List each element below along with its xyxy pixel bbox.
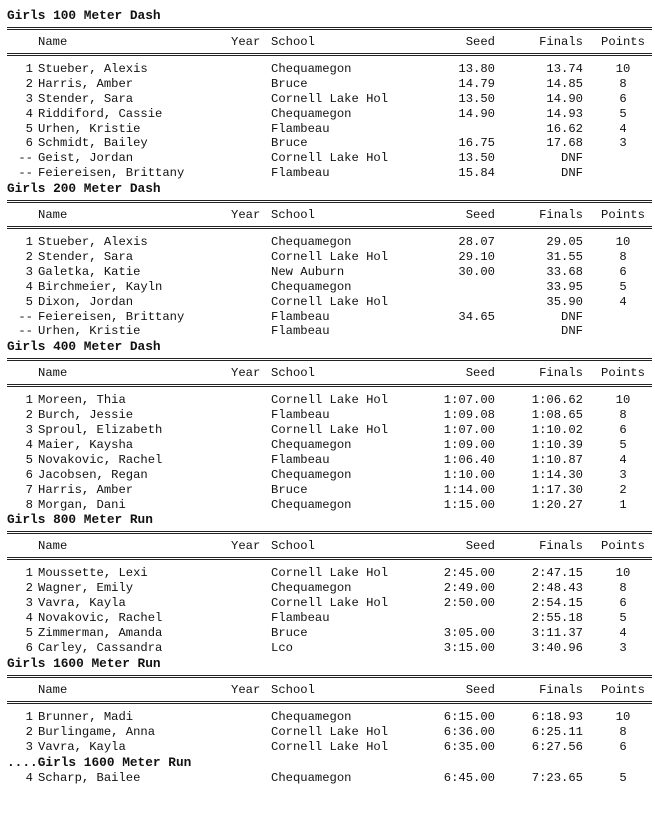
place-cell: 3 (25, 596, 33, 611)
header-school: School (271, 682, 315, 697)
seed-time-cell: 1:10.00 (443, 467, 495, 482)
finals-time-cell: 16.62 (546, 121, 583, 136)
header-finals: Finals (539, 539, 583, 554)
event-section (7, 339, 652, 512)
place-cell: 3 (25, 423, 33, 438)
athlete-name-cell: Geist, Jordan (38, 151, 134, 166)
finals-time-cell: 31.55 (546, 250, 583, 265)
points-cell: 8 (619, 581, 627, 596)
seed-time-cell: 6:35.00 (443, 739, 495, 754)
result-row (7, 408, 652, 423)
finals-time-cell: 14.93 (546, 106, 583, 121)
place-cell: -- (18, 166, 33, 181)
points-cell: 6 (619, 739, 627, 754)
seed-time-cell: 3:15.00 (443, 640, 495, 655)
event-title: Girls 100 Meter Dash (7, 8, 161, 23)
athlete-name-cell: Schmidt, Bailey (38, 136, 148, 151)
place-cell: 7 (25, 482, 33, 497)
school-cell: Cornell Lake Hol (271, 423, 389, 438)
points-cell: 10 (615, 393, 631, 408)
place-cell: 2 (25, 408, 33, 423)
header-school: School (271, 366, 315, 381)
header-finals: Finals (539, 682, 583, 697)
points-cell: 4 (619, 626, 627, 641)
athlete-name-cell: Burch, Jessie (38, 408, 134, 423)
school-cell: Cornell Lake Hol (271, 724, 389, 739)
result-row (7, 483, 652, 498)
header-year: Year (231, 208, 261, 223)
seed-time-cell: 2:50.00 (443, 596, 495, 611)
finals-time-cell: 1:06.62 (531, 393, 583, 408)
athlete-name-cell: Urhen, Kristie (38, 324, 141, 339)
athlete-name-cell: Feiereisen, Brittany (38, 309, 185, 324)
seed-time-cell: 6:45.00 (443, 770, 495, 785)
result-row (7, 235, 652, 250)
seed-time-cell: 2:49.00 (443, 581, 495, 596)
place-cell: 5 (25, 294, 33, 309)
school-cell: Flambeau (271, 121, 330, 136)
points-cell: 5 (619, 438, 627, 453)
points-cell: 4 (619, 452, 627, 467)
points-cell: 5 (619, 279, 627, 294)
place-cell: 2 (25, 250, 33, 265)
event-section (7, 512, 652, 655)
athlete-name-cell: Stueber, Alexis (38, 62, 148, 76)
points-cell: 10 (615, 62, 631, 76)
school-cell: Cornell Lake Hol (271, 250, 389, 265)
school-cell: Cornell Lake Hol (271, 566, 389, 581)
school-cell: Bruce (271, 136, 308, 151)
school-cell: Flambeau (271, 166, 330, 181)
place-cell: 2 (25, 724, 33, 739)
athlete-name-cell: Moreen, Thia (38, 393, 126, 408)
double-rule-divider (7, 675, 652, 678)
seed-time-cell: 2:45.00 (443, 566, 495, 581)
school-cell: Flambeau (271, 309, 330, 324)
finals-time-cell: 6:27.56 (531, 739, 583, 754)
points-cell: 2 (619, 482, 627, 497)
header-school: School (271, 208, 315, 223)
school-cell: Lco (271, 640, 293, 655)
seed-time-cell: 1:09.00 (443, 438, 495, 453)
place-cell: 5 (25, 626, 33, 641)
school-cell: Chequamegon (271, 581, 352, 596)
finals-time-cell: DNF (561, 166, 583, 181)
header-points: Points (601, 208, 645, 223)
points-cell: 3 (619, 467, 627, 482)
result-row (7, 710, 652, 725)
athlete-name-cell: Zimmerman, Amanda (38, 626, 163, 641)
header-school: School (271, 539, 315, 554)
result-row (7, 596, 652, 611)
place-cell: 6 (25, 136, 33, 151)
athlete-name-cell: Urhen, Kristie (38, 121, 141, 136)
points-cell: 8 (619, 408, 627, 423)
school-cell: Chequamegon (271, 438, 352, 453)
athlete-name-cell: Vavra, Kayla (38, 596, 126, 611)
place-cell: 1 (25, 393, 33, 408)
points-cell: 5 (619, 770, 627, 785)
double-rule-divider (7, 226, 652, 229)
finals-time-cell: DNF (561, 151, 583, 166)
athlete-name-cell: Vavra, Kayla (38, 739, 126, 754)
seed-time-cell: 13.50 (458, 151, 495, 166)
header-school: School (271, 35, 315, 49)
finals-time-cell: 14.85 (546, 76, 583, 91)
result-row (7, 310, 652, 325)
column-header-row (7, 365, 652, 381)
seed-time-cell: 34.65 (458, 309, 495, 324)
double-rule-divider (7, 557, 652, 560)
place-cell: 1 (25, 235, 33, 250)
finals-time-cell: DNF (561, 309, 583, 324)
double-rule-divider (7, 384, 652, 387)
place-cell: 4 (25, 770, 33, 785)
event-title: Girls 200 Meter Dash (7, 181, 161, 197)
athlete-name-cell: Carley, Cassandra (38, 640, 163, 655)
finals-time-cell: 1:10.02 (531, 423, 583, 438)
finals-time-cell: 1:10.39 (531, 438, 583, 453)
seed-time-cell: 1:15.00 (443, 497, 495, 512)
finals-time-cell: 14.90 (546, 91, 583, 106)
school-cell: Flambeau (271, 452, 330, 467)
athlete-name-cell: Stender, Sara (38, 91, 134, 106)
place-cell: 2 (25, 76, 33, 91)
place-cell: 2 (25, 581, 33, 596)
seed-time-cell: 29.10 (458, 250, 495, 265)
finals-time-cell: 2:55.18 (531, 611, 583, 626)
header-seed: Seed (465, 539, 495, 554)
result-row (7, 122, 652, 137)
result-row (7, 611, 652, 626)
place-cell: 6 (25, 640, 33, 655)
place-cell: 3 (25, 264, 33, 279)
result-row (7, 280, 652, 295)
seed-time-cell: 1:09.08 (443, 408, 495, 423)
header-year: Year (231, 539, 261, 554)
event-title: Girls 1600 Meter Run (7, 655, 161, 671)
result-row (7, 250, 652, 265)
result-row (7, 566, 652, 581)
event-title: Girls 400 Meter Dash (7, 339, 161, 355)
points-cell: 10 (615, 235, 631, 250)
header-year: Year (231, 682, 261, 697)
result-row (7, 453, 652, 468)
finals-time-cell: 6:25.11 (531, 724, 583, 739)
results-page (7, 8, 652, 785)
place-cell: 4 (25, 438, 33, 453)
double-rule-divider (7, 531, 652, 534)
seed-time-cell: 14.79 (458, 76, 495, 91)
finals-time-cell: 33.95 (546, 279, 583, 294)
school-cell: Cornell Lake Hol (271, 294, 389, 309)
seed-time-cell: 1:06.40 (443, 452, 495, 467)
finals-time-cell: 7:23.65 (531, 770, 583, 785)
result-row (7, 295, 652, 310)
finals-time-cell: 1:20.27 (531, 497, 583, 512)
result-row (7, 107, 652, 122)
event-section (7, 656, 652, 786)
points-cell: 8 (619, 76, 627, 91)
athlete-name-cell: Feiereisen, Brittany (38, 166, 185, 181)
header-seed: Seed (465, 208, 495, 223)
header-points: Points (601, 539, 645, 554)
result-row (7, 265, 652, 280)
result-row (7, 468, 652, 483)
seed-time-cell: 16.75 (458, 136, 495, 151)
athlete-name-cell: Novakovic, Rachel (38, 611, 163, 626)
athlete-name-cell: Moussette, Lexi (38, 566, 148, 581)
column-header-row (7, 682, 652, 698)
school-cell: Bruce (271, 482, 308, 497)
athlete-name-cell: Dixon, Jordan (38, 294, 134, 309)
points-cell: 6 (619, 264, 627, 279)
points-cell: 6 (619, 423, 627, 438)
athlete-name-cell: Galetka, Katie (38, 264, 141, 279)
school-cell: Cornell Lake Hol (271, 151, 389, 166)
event-title: Girls 800 Meter Run (7, 512, 153, 528)
seed-time-cell: 1:14.00 (443, 482, 495, 497)
column-header-row (7, 207, 652, 223)
school-cell: New Auburn (271, 264, 345, 279)
school-cell: Flambeau (271, 408, 330, 423)
finals-time-cell: 33.68 (546, 264, 583, 279)
finals-time-cell: 1:08.65 (531, 408, 583, 423)
result-row (7, 626, 652, 641)
double-rule-divider (7, 27, 652, 30)
seed-time-cell: 1:07.00 (443, 393, 495, 408)
result-row (7, 92, 652, 107)
finals-time-cell: 1:17.30 (531, 482, 583, 497)
place-cell: 4 (25, 106, 33, 121)
school-cell: Chequamegon (271, 235, 352, 250)
athlete-name-cell: Jacobsen, Regan (38, 467, 148, 482)
place-cell: -- (18, 324, 33, 339)
points-cell: 4 (619, 294, 627, 309)
result-row (7, 498, 652, 513)
points-cell: 8 (619, 724, 627, 739)
header-year: Year (231, 366, 261, 381)
place-cell: 1 (25, 566, 33, 581)
header-name: Name (38, 208, 68, 223)
header-seed: Seed (465, 35, 495, 49)
result-row (7, 740, 652, 755)
school-cell: Chequamegon (271, 770, 352, 785)
header-finals: Finals (539, 366, 583, 381)
finals-time-cell: 2:54.15 (531, 596, 583, 611)
double-rule-divider (7, 358, 652, 361)
result-row (7, 136, 652, 151)
athlete-name-cell: Birchmeier, Kayln (38, 279, 163, 294)
seed-time-cell: 6:36.00 (443, 724, 495, 739)
finals-time-cell: 1:14.30 (531, 467, 583, 482)
place-cell: 3 (25, 739, 33, 754)
finals-time-cell: 35.90 (546, 294, 583, 309)
school-cell: Cornell Lake Hol (271, 91, 389, 106)
finals-time-cell: 2:48.43 (531, 581, 583, 596)
header-points: Points (601, 682, 645, 697)
result-row (7, 438, 652, 453)
school-cell: Cornell Lake Hol (271, 596, 389, 611)
finals-time-cell: 17.68 (546, 136, 583, 151)
athlete-name-cell: Burlingame, Anna (38, 724, 156, 739)
seed-time-cell: 28.07 (458, 235, 495, 250)
seed-time-cell: 6:15.00 (443, 709, 495, 724)
seed-time-cell: 15.84 (458, 166, 495, 181)
header-finals: Finals (539, 208, 583, 223)
points-cell: 8 (619, 250, 627, 265)
place-cell: 5 (25, 452, 33, 467)
school-cell: Bruce (271, 626, 308, 641)
seed-time-cell: 13.80 (458, 62, 495, 76)
event-section (7, 8, 652, 181)
school-cell: Flambeau (271, 324, 330, 339)
seed-time-cell: 13.50 (458, 91, 495, 106)
school-cell: Chequamegon (271, 62, 352, 76)
header-name: Name (38, 682, 68, 697)
points-cell: 5 (619, 106, 627, 121)
double-rule-divider (7, 53, 652, 56)
result-row (7, 62, 652, 77)
points-cell: 4 (619, 121, 627, 136)
athlete-name-cell: Sproul, Elizabeth (38, 423, 163, 438)
athlete-name-cell: Harris, Amber (38, 482, 134, 497)
athlete-name-cell: Wagner, Emily (38, 581, 134, 596)
seed-time-cell: 1:07.00 (443, 423, 495, 438)
athlete-name-cell: Novakovic, Rachel (38, 452, 163, 467)
athlete-name-cell: Scharp, Bailee (38, 770, 141, 785)
result-row (7, 771, 652, 786)
place-cell: 4 (25, 279, 33, 294)
continuation-title: ....Girls 1600 Meter Run (7, 754, 192, 770)
athlete-name-cell: Maier, Kaysha (38, 438, 134, 453)
header-seed: Seed (465, 682, 495, 697)
school-cell: Chequamegon (271, 279, 352, 294)
header-finals: Finals (539, 35, 583, 49)
header-name: Name (38, 366, 68, 381)
finals-time-cell: 13.74 (546, 62, 583, 76)
place-cell: 3 (25, 91, 33, 106)
header-points: Points (601, 366, 645, 381)
points-cell: 5 (619, 611, 627, 626)
place-cell: 1 (25, 709, 33, 724)
double-rule-divider (7, 200, 652, 203)
points-cell: 10 (615, 566, 631, 581)
column-header-row (7, 538, 652, 554)
header-seed: Seed (465, 366, 495, 381)
athlete-name-cell: Riddiford, Cassie (38, 106, 163, 121)
header-name: Name (38, 539, 68, 554)
athlete-name-cell: Stender, Sara (38, 250, 134, 265)
points-cell: 3 (619, 136, 627, 151)
school-cell: Bruce (271, 76, 308, 91)
finals-time-cell: 2:47.15 (531, 566, 583, 581)
place-cell: -- (18, 309, 33, 324)
athlete-name-cell: Stueber, Alexis (38, 235, 148, 250)
school-cell: Chequamegon (271, 106, 352, 121)
finals-time-cell: 29.05 (546, 235, 583, 250)
points-cell: 10 (615, 709, 631, 724)
result-row (7, 641, 652, 656)
place-cell: -- (18, 151, 33, 166)
header-year: Year (231, 35, 261, 49)
double-rule-divider (7, 701, 652, 704)
finals-time-cell: DNF (561, 324, 583, 339)
seed-time-cell: 30.00 (458, 264, 495, 279)
school-cell: Chequamegon (271, 497, 352, 512)
school-cell: Cornell Lake Hol (271, 393, 389, 408)
result-row (7, 581, 652, 596)
finals-time-cell: 3:40.96 (531, 640, 583, 655)
place-cell: 5 (25, 121, 33, 136)
result-row (7, 725, 652, 740)
school-cell: Chequamegon (271, 467, 352, 482)
finals-time-cell: 6:18.93 (531, 709, 583, 724)
place-cell: 1 (25, 62, 33, 76)
points-cell: 6 (619, 91, 627, 106)
points-cell: 6 (619, 596, 627, 611)
finals-time-cell: 1:10.87 (531, 452, 583, 467)
school-cell: Flambeau (271, 611, 330, 626)
points-cell: 1 (619, 497, 627, 512)
athlete-name-cell: Harris, Amber (38, 76, 134, 91)
result-row (7, 166, 652, 181)
result-row (7, 423, 652, 438)
seed-time-cell: 14.90 (458, 106, 495, 121)
place-cell: 8 (25, 497, 33, 512)
seed-time-cell: 3:05.00 (443, 626, 495, 641)
school-cell: Chequamegon (271, 709, 352, 724)
points-cell: 3 (619, 640, 627, 655)
result-row (7, 77, 652, 92)
place-cell: 6 (25, 467, 33, 482)
athlete-name-cell: Morgan, Dani (38, 497, 126, 512)
header-points: Points (601, 35, 645, 49)
event-section (7, 181, 652, 339)
column-header-row (7, 34, 652, 50)
place-cell: 4 (25, 611, 33, 626)
result-row (7, 151, 652, 166)
athlete-name-cell: Brunner, Madi (38, 709, 134, 724)
result-row (7, 324, 652, 339)
finals-time-cell: 3:11.37 (531, 626, 583, 641)
header-name: Name (38, 35, 68, 49)
school-cell: Cornell Lake Hol (271, 739, 389, 754)
result-row (7, 393, 652, 408)
